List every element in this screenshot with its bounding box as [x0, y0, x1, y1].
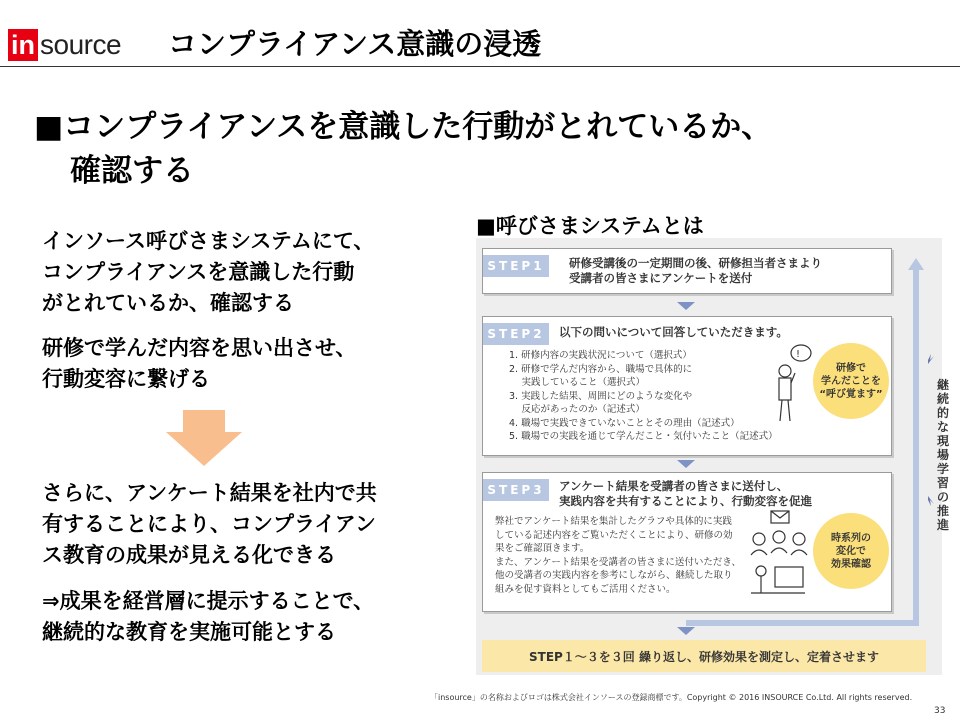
text-line: ⇒成果を経営層に提示することで、 — [42, 589, 375, 613]
banner-text: STEP１〜３を３回 繰り返し、研修効果を測定し、定着させます — [528, 649, 879, 664]
text-line: 研修で学んだ内容を思い出させ、 — [42, 336, 357, 360]
text-line: 行動変容に繋げる — [42, 367, 210, 391]
logo-mark: in — [8, 29, 38, 61]
text-line: 有することにより、コンプライアン — [42, 512, 376, 536]
left-paragraph-2 — [42, 333, 462, 395]
list-item: 4. 職場で実践できていないこととその理由（記述式） — [509, 417, 740, 429]
text-line: 実践内容を共有することにより、行動変容を促進 — [559, 494, 812, 508]
list-item: 反応があったのか（記述式） — [509, 404, 645, 415]
step2-box — [482, 316, 892, 456]
text-line: さらに、アンケート結果を社内で共 — [42, 481, 377, 505]
list-item: 実践していること（選択式） — [509, 377, 646, 388]
step1-label: STEP1 — [483, 255, 549, 277]
step3-text — [559, 479, 812, 509]
title-divider — [0, 66, 960, 67]
down-triangle-icon — [677, 302, 695, 310]
text-line: 効果確認 — [831, 558, 871, 570]
step3-description — [495, 515, 741, 596]
left-paragraph-3 — [42, 478, 462, 571]
text-line: 弊社でアンケート結果を集計したグラフや具体的に実践 — [495, 516, 732, 527]
down-arrow-icon — [166, 410, 242, 466]
down-triangle-icon — [677, 627, 695, 635]
step1-box — [482, 248, 892, 294]
list-item: 2. 研修で学んだ内容から、職場で具体的に — [509, 363, 693, 375]
list-item: 3. 実践した結果、周囲にどのような変化や — [509, 390, 693, 402]
text-line: アンケート結果を受講者の皆さまに送付し、 — [559, 479, 789, 493]
logo-text: source — [40, 29, 122, 60]
text-line: “呼び覚ます” — [819, 388, 883, 400]
text-line: また、アンケート結果を受講者の皆さまに送付いただき、 — [495, 556, 742, 568]
step2-question-list — [509, 349, 778, 444]
figure-title: ■呼びさまシステムとは — [476, 214, 704, 238]
text-line: 受講者の皆さまにアンケートを送付 — [569, 271, 753, 285]
step2-label: STEP2 — [483, 323, 549, 345]
text-line: がとれているか、確認する — [42, 291, 294, 315]
list-item: 1. 研修内容の実践状況について（選択式） — [509, 350, 692, 361]
down-triangle-icon — [677, 460, 695, 468]
text-line: 継続的な教育を実施可能とする — [42, 620, 336, 644]
text-line: コンプライアンスを意識した行動 — [42, 260, 355, 284]
company-logo — [8, 28, 121, 62]
heading-line-2: 確認する — [70, 153, 194, 189]
page-title: コンプライアンス意識の浸透 — [168, 27, 542, 61]
text-line: 学んだことを — [821, 375, 881, 387]
text-line: 組みを促す資料としてもご活用ください。 — [495, 583, 676, 595]
page-number: 33 — [934, 706, 946, 716]
step2-text: 以下の問いについて回答していただきます。 — [559, 325, 788, 339]
recall-circle — [813, 343, 889, 419]
left-paragraph-1 — [42, 226, 462, 319]
effect-check-circle — [813, 513, 889, 589]
thinking-person-icon — [769, 341, 819, 425]
text-line: ス教育の成果が見える化できる — [42, 543, 336, 567]
text-line: 研修受講後の一定期間の後、研修担当者さまより — [569, 256, 822, 270]
step1-text — [569, 256, 822, 286]
heading-line-1: ■コンプライアンスを意識した行動がとれているか、 — [34, 109, 773, 145]
step3-label: STEP3 — [483, 479, 549, 501]
people-sharing-icon — [745, 509, 817, 601]
left-paragraph-4 — [42, 586, 462, 648]
list-item: 5. 職場での実践を通じて学んだこと・気付いたこと（記述式） — [509, 431, 778, 442]
svg-text:!: ! — [796, 349, 801, 360]
text-line: している記述内容をご覧いただくことにより、研修の効 — [495, 529, 733, 541]
text-line: 研修で — [836, 362, 866, 374]
text-line: 他の受講者の実践内容を参考にしながら、継続した取り — [495, 570, 733, 581]
yobisama-system-figure — [476, 238, 949, 675]
copyright-text: 「insource」の名称およびロゴは株式会社インソースの登録商標です。Copyright © 2016 INSOURCE Co.Ltd. All rights reserved. — [430, 693, 913, 702]
side-vertical-text: 継続的な現場学習の推進 — [936, 378, 949, 532]
text-line: 時系列の — [831, 532, 871, 544]
repeat-banner — [482, 640, 926, 672]
main-heading — [34, 105, 772, 193]
text-line: インソース呼びさまシステムにて、 — [42, 229, 375, 253]
text-line: 変化で — [836, 545, 866, 557]
text-line: 果をご確認頂きます。 — [495, 543, 590, 554]
step3-box — [482, 472, 892, 612]
